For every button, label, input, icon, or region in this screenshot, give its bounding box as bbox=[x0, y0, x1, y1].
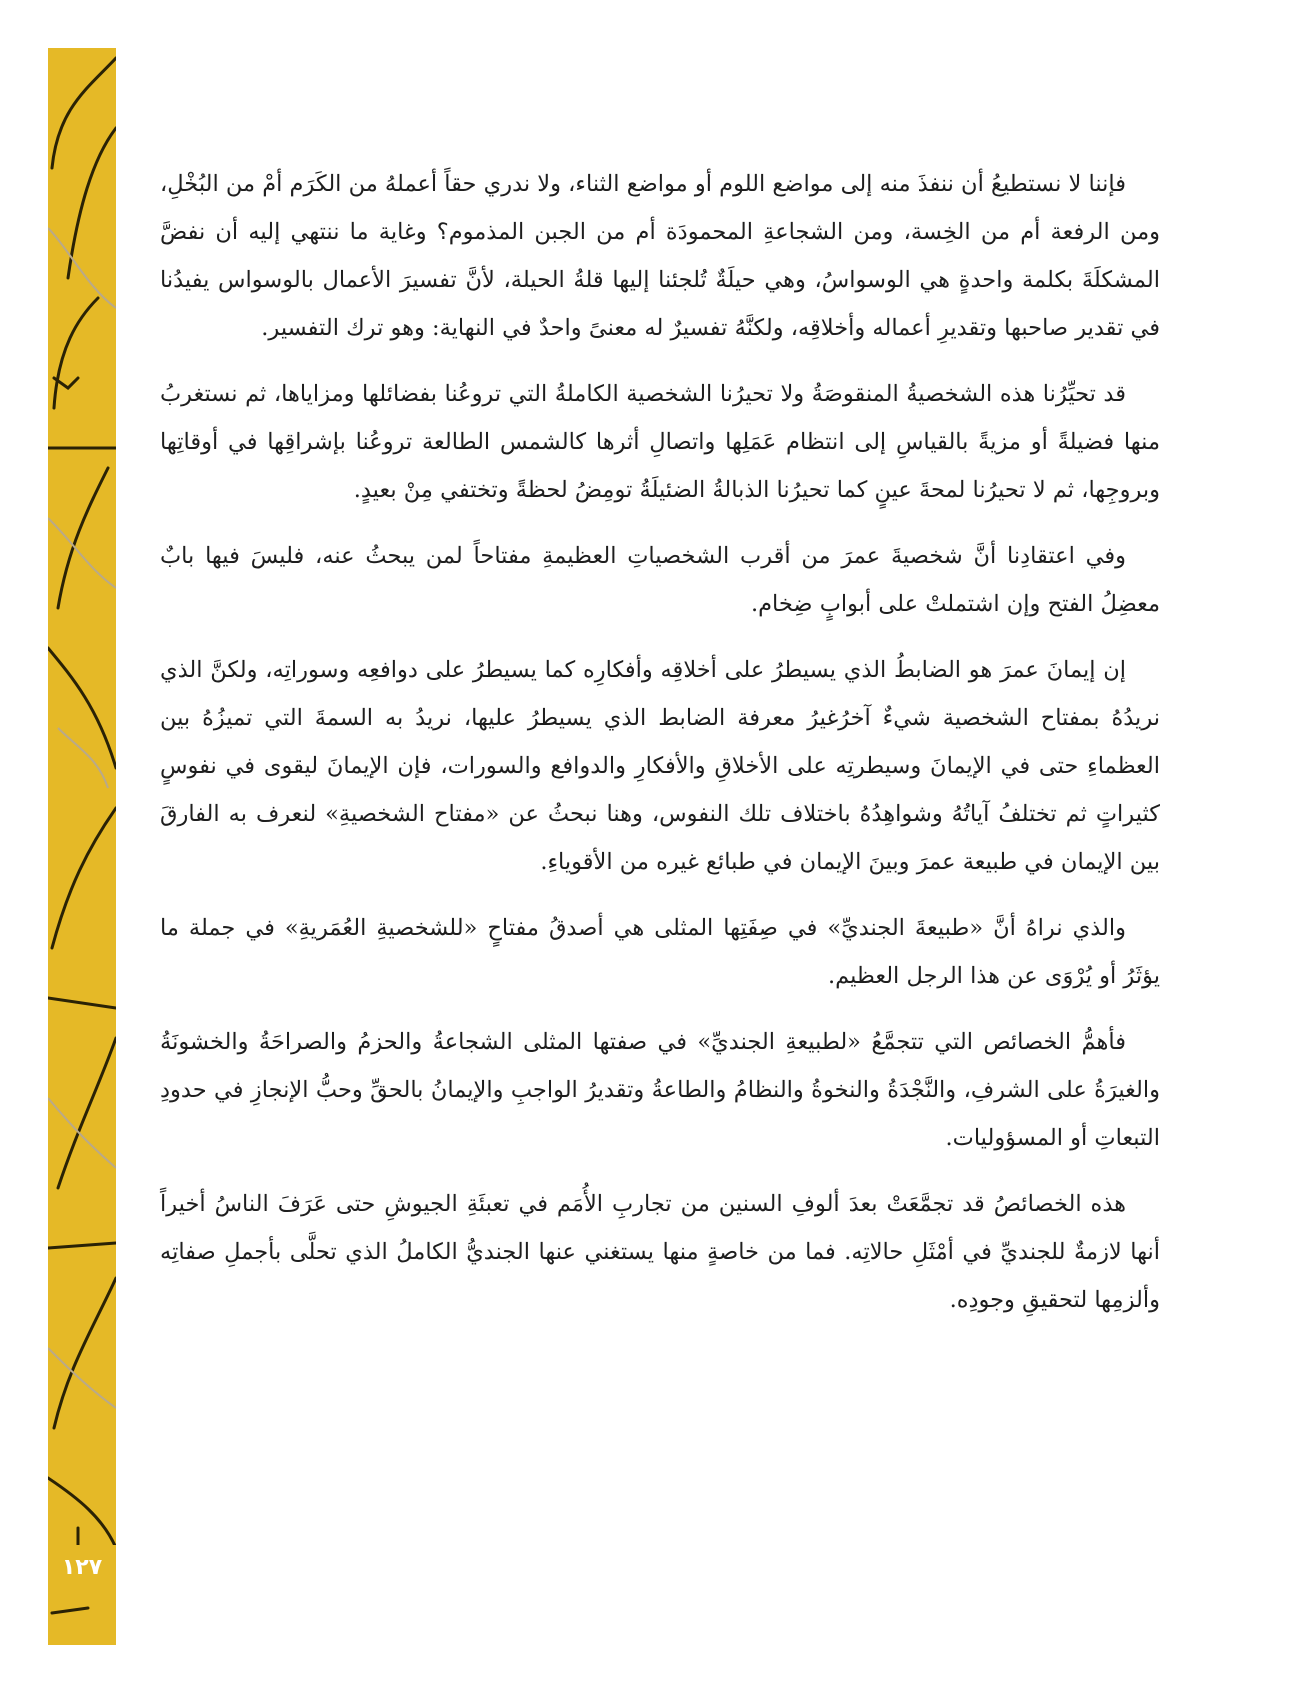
paragraph: فأهمُّ الخصائص التي تتجمَّعُ «لطبيعةِ الجنديِّ» في صفتها المثلى الشجاعةُ والحزمُ والصراحَةُ والخشونَةُ والغيرَةُ على الشرفِ، والنَّجْدَةُ والنخوةُ والنظامُ والطاعةُ وتقديرُ الواجبِ والإيمانُ بالحقِّ وحبُّ الإنجازِ في حدودِ التبعاتِ أو المسؤوليات. bbox=[160, 1029, 1160, 1151]
paragraph: إن إيمانَ عمرَ هو الضابطُ الذي يسيطرُ على أخلاقِه وأفكارِه كما يسيطرُ على دوافعِه وسوراتِه، ولكنَّ الذي نريدُهُ بمفتاح الشخصية شيءٌ آخرُغيرُ معرفة الضابط الذي يسيطرُ عليها، نريدُ به السمةَ التي تميزُهُ بين العظماءِ حتى في الإيمانَ وسيطرتِه على الأخلاقِ والأفكارِ والدوافع والسورات، فإن الإيمانَ ليقوى في نفوسٍ كثيراتٍ ثم تختلفُ آياتُهُ وشواهِدُهُ باختلاف تلك النفوس، وهنا نبحثُ عن «مفتاح الشخصيةِ» لنعرف به الفارقَ بين الإيمان في طبيعة عمرَ وبينَ الإيمان في طبائع غيره من الأقوياءِ. bbox=[160, 657, 1160, 875]
paragraph: هذه الخصائصُ قد تجمَّعَتْ بعدَ ألوفِ السنين من تجاربِ الأُمَم في تعبئَةِ الجيوشِ حتى عَرَفَ الناسُ أخيراً أنها لازمةٌ للجنديِّ في أمْثَلِ حالاتِه. فما من خاصةٍ منها يستغني عنها الجنديُّ الكاملُ الذي تحلَّى بأجملِ صفاتِه وألزمِها لتحقيقِ وجودِه. bbox=[160, 1191, 1160, 1313]
paragraph: وفي اعتقادِنا أنَّ شخصيةَ عمرَ من أقرب الشخصياتِ العظيمةِ مفتاحاً لمن يبحثُ عنه، فليسَ فيها بابٌ معضِلُ الفتح وإن اشتملتْ على أبوابٍ ضِخام. bbox=[160, 543, 1160, 617]
paragraph: والذي نراهُ أنَّ «طبيعةَ الجنديِّ» في صِفَتِها المثلى هي أصدقُ مفتاحٍ «للشخصيةِ العُمَريةِ» في جملة ما يؤثَرُ أو يُرْوَى عن هذا الرجل العظيم. bbox=[160, 915, 1160, 989]
page-number: ١٢٧ bbox=[48, 1545, 116, 1591]
decorative-side-strip bbox=[48, 48, 116, 1645]
paragraph: فإننا لا نستطيعُ أن ننفذَ منه إلى مواضع اللوم أو مواضع الثناء، ولا ندري حقاً أعملهُ من الكَرَم أمْ من البُخْلِ، ومن الرفعة أم من الخِسة، ومن الشجاعةِ المحمودَة أم من الجبن المذموم؟ وغاية ما ننتهي إليه أن نفضَّ المشكلَةَ بكلمة واحدةٍ هي الوسواسُ، وهي حيلَةٌ تُلجئنا إليها قلةُ الحيلة، لأنَّ تفسيرَ الأعمال بالوسواس يفيدُنا في تقدير صاحبها وتقديرِ أعماله وأخلاقِه، ولكنَّهُ تفسيرٌ له معنىً واحدٌ في النهاية: وهو ترك التفسير. bbox=[160, 171, 1160, 341]
calligraphy-pattern-icon bbox=[48, 48, 116, 1645]
paragraph: قد تحيِّرُنا هذه الشخصيةُ المنقوصَةُ ولا تحيرُنا الشخصية الكاملةُ التي تروعُنا بفضائلها ومزاياها، ثم نستغربُ منها فضيلةً أو مزيةً بالقياسِ إلى انتظام عَمَلِها واتصالِ أثرها كالشمس الطالعة تروعُنا بإشراقِها في أوقاتِها وبروجِها، ثم لا تحيرُنا لمحةَ عينٍ كما تحيرُنا الذبالةُ الضئيلَةُ تومِضُ لحظةً وتختفي مِنْ بعيدٍ. bbox=[160, 381, 1160, 503]
body-text bbox=[160, 160, 1160, 1342]
